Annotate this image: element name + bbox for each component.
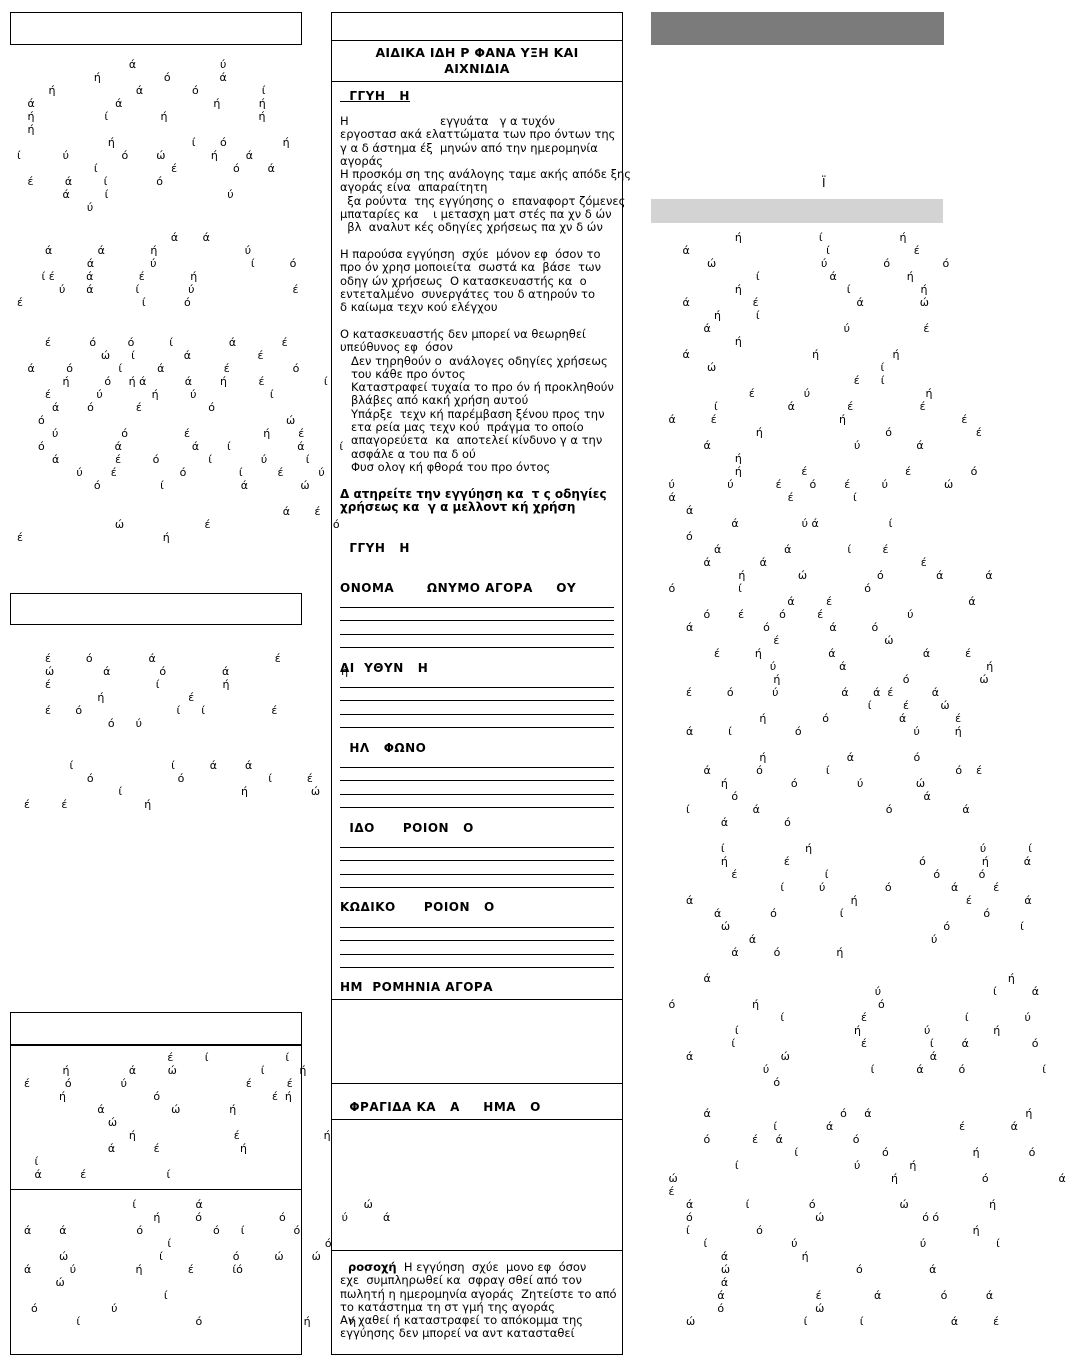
text-line: ετα ρεία μας τεχν κού πράγμα το οποίο	[340, 420, 584, 435]
text-fragment-block	[10, 58, 290, 214]
text-line: Η προσκόμ ση της ανάλογης ταμε ακής απόδε ξης	[340, 167, 632, 182]
text-line: έ ύ ή	[651, 387, 933, 400]
text-line: ά ό	[651, 816, 791, 829]
text-line: ή ό ά έ	[651, 712, 962, 725]
text-line: ξα ρούντα της εγγύησης ο επαναφορτ ζόμενες	[340, 193, 626, 208]
text-line	[10, 492, 343, 505]
address-line[interactable]	[340, 714, 614, 715]
text-line: ή ό ό ύ ά	[10, 1211, 391, 1224]
text-line: του κάθε προ όντος	[340, 366, 466, 381]
text-line	[651, 829, 1046, 842]
text-line: ί ύ ό ώ ή ά	[10, 149, 254, 162]
text-line: αγοράς είνα απαραίτητη	[340, 180, 488, 195]
text-line: βλάβες από κακή χρήση αυτού	[340, 393, 529, 408]
text-fragment-block	[10, 336, 343, 544]
text-line: ώ ί ί ά έ	[651, 1315, 1000, 1328]
text-line: έ ί ό ό	[651, 868, 986, 881]
code-line[interactable]	[340, 967, 614, 968]
text-line: ώ ί ό ώ ώ	[10, 1250, 321, 1263]
text-line: έ	[651, 1185, 675, 1198]
text-line: ά ή ή	[651, 348, 900, 361]
text-line: ί ά ή	[651, 270, 914, 283]
text-line: ή	[651, 335, 742, 348]
text-line: ώ ό ί	[651, 920, 1024, 933]
text-line: ή	[651, 452, 742, 465]
text-line: ά ώ ή	[10, 1103, 237, 1116]
text-line: Ο κατασκευαστής δεν μπορεί να θεωρηθεί	[340, 327, 586, 341]
text-line: ά ύ έ	[651, 322, 930, 335]
stamp-area	[332, 1119, 622, 1249]
text-line: γ α δ άστημα έξ μηνών από την ημερομηνία	[340, 140, 598, 155]
text-line: ά ύ ά	[651, 439, 924, 452]
text-line: ά ά ή ή	[10, 97, 266, 110]
box-header-divider	[11, 1044, 301, 1046]
text-line: ύ ό έ ή έ	[10, 427, 305, 440]
text-line: βλ αναλυτ κές οδηγίες χρήσεως πα χν δ ών	[340, 220, 603, 235]
text-line: Η εγγυάτα γ α τυχόν	[340, 114, 555, 128]
text-fragment-block	[651, 1107, 1066, 1328]
code-line[interactable]	[340, 927, 614, 928]
warranty-text-2	[340, 248, 601, 314]
text-line: μπαταρίες κα ι μετασχη ματ στές πα χν δ ών	[340, 207, 612, 222]
text-line: ί ή ώ	[10, 785, 321, 798]
text-line: ό ώ	[10, 414, 296, 427]
text-line: ή ά ό ί	[10, 84, 266, 97]
text-line: ώ ί	[651, 361, 885, 374]
text-fragment-block	[10, 759, 320, 811]
box-middle-divider	[11, 1189, 301, 1190]
text-line: ί ύ ύ ί	[651, 1237, 1000, 1250]
text-line: Υπάρξε τεχν κή παρέμβαση ξένου προς την	[340, 406, 605, 421]
attention-line: εγγύησης δεν μπορεί να αντ κατασταθεί	[340, 1326, 575, 1341]
text-line: εντεταλμένο συνεργάτες του δ ατηρούν το	[340, 286, 595, 301]
right-mark: Ϊ	[822, 176, 826, 190]
text-line: αγοράς	[340, 153, 384, 168]
text-line: ά ό ί ό έ	[651, 764, 983, 777]
text-line: ά έ ί	[651, 491, 857, 504]
type-line[interactable]	[340, 887, 614, 888]
text-line: ί έ ί ά ό	[651, 1037, 1039, 1050]
text-line: ή ώ ό ά ά	[651, 569, 993, 582]
text-fragment-block	[10, 231, 298, 309]
text-line: ά ά ό ό ί ό	[10, 1224, 301, 1237]
phone-line[interactable]	[340, 807, 614, 808]
text-line: έ ί ό	[10, 296, 191, 309]
text-line: ί	[10, 1155, 39, 1168]
text-line: ό ί ά ώ	[10, 479, 310, 492]
text-line: ί ό	[10, 1237, 332, 1250]
right-header-bar	[651, 12, 944, 45]
text-line: ή	[10, 123, 35, 136]
text-line: ώ ύ ό ό	[651, 257, 950, 270]
text-line: ό ώ	[651, 1302, 825, 1315]
text-line: ί έ ώ	[651, 699, 950, 712]
text-line: ύ ύ έ ό έ ύ ώ	[651, 478, 954, 491]
text-line: ό ή ό	[651, 998, 885, 1011]
text-line: ά ώ ά	[651, 1050, 937, 1063]
attention-line: πωλητή η ημερομηνία αγοράς Ζητείστε το από	[340, 1286, 617, 1301]
card-top-divider	[332, 40, 622, 41]
text-line: ό	[651, 1076, 781, 1089]
text-line: έ ί ή	[10, 678, 230, 691]
text-line: ά έ	[10, 505, 321, 518]
text-line: ή ί ή ή	[10, 110, 266, 123]
text-line: ασφάλε α του πα δ ού	[340, 446, 476, 461]
text-line: ί ό ή ή	[10, 1315, 357, 1328]
name-line[interactable]	[340, 647, 614, 648]
text-line: ύ ί ά ό ί	[651, 1063, 1046, 1076]
text-line: ί ή ύ ή	[651, 1024, 1001, 1037]
text-line: ά ή	[651, 1250, 809, 1263]
text-line: ή ί ή	[651, 283, 928, 296]
text-line: Η παρούσα εγγύηση σχύε μόνον εφ όσον το	[340, 247, 601, 261]
address-line[interactable]	[340, 727, 614, 728]
text-fragment-block	[10, 652, 348, 730]
name-line[interactable]	[340, 634, 614, 635]
attention-line: Αν χαθεί ή καταστραφεί το απόκομμα της	[340, 1313, 584, 1328]
date-box-bottom-divider	[332, 1083, 622, 1084]
stamp-label: ΦΡΑΓΙΔΑ ΚΑ Α ΗΜΑ Ο	[340, 1100, 541, 1114]
left-header-box-1	[10, 12, 302, 45]
text-line: ί ύ ή	[651, 1159, 917, 1172]
text-fragment-block	[651, 231, 1046, 1089]
text-line: ά ά ί έ	[651, 543, 889, 556]
text-line: ύ	[10, 201, 94, 214]
text-line: προ όν χρησ μοποιείτα σωστά κα βάσε των	[340, 260, 602, 275]
type-line[interactable]	[340, 874, 614, 875]
text-line: ό έ ά ό	[651, 1133, 860, 1146]
text-line: ά ί ύ	[10, 188, 234, 201]
text-line: ά ύ	[10, 58, 227, 71]
text-line: ή ί ή	[651, 231, 907, 244]
text-line: έ έ ή	[10, 798, 152, 811]
text-line: έ ό ί ί έ	[10, 704, 278, 717]
text-line: ώ ό ά	[651, 1263, 937, 1276]
text-line: ά ύ ί ό	[10, 257, 297, 270]
text-line: ά ό ά ό	[651, 621, 879, 634]
text-line: υπεύθυνος εφ όσον	[340, 340, 453, 355]
text-line: ί ό ή ό	[651, 1146, 1036, 1159]
text-line: ό ό ί έ	[10, 772, 313, 785]
card-title-divider	[332, 81, 622, 82]
text-line: ύ έ ό ί έ ύ	[10, 466, 325, 479]
text-line: ί ά ό ά	[651, 803, 970, 816]
warranty-text-3	[340, 328, 614, 474]
text-line: ί ά ώ	[10, 1198, 373, 1211]
text-line: ώ	[10, 1276, 65, 1289]
text-line: ί έ ά έ ή	[10, 270, 198, 283]
text-line: ή ί ό ή	[10, 136, 290, 149]
text-line: ό ί ό	[651, 582, 871, 595]
text-line: ώ ά ό ά ή	[10, 665, 349, 678]
text-line: χρήσεως κα γ α μελλοντ κή χρήση	[340, 500, 576, 515]
text-line: ά ό ή	[651, 946, 844, 959]
text-line: ά έ ί	[10, 1168, 171, 1181]
text-line: οδηγ ών χρήσεως Ο κατασκευαστής κα ο	[340, 273, 587, 288]
text-line: έ ή ά ά έ	[651, 647, 972, 660]
name-line[interactable]	[340, 620, 614, 621]
text-line: ά έ ά	[651, 595, 976, 608]
text-line: ώ έ ό	[10, 518, 340, 531]
text-line: ή έ ό ή ά	[651, 855, 1032, 868]
type-line[interactable]	[340, 847, 614, 848]
field-type-label: ΙΔΟ ΡΟΙΟΝ Ο	[340, 821, 474, 835]
text-line: ί ί ά ά	[10, 759, 253, 772]
text-line: έ ό ύ έ έ	[10, 1077, 293, 1090]
text-line: ά ά ή ύ	[10, 244, 252, 257]
attention-note	[340, 1261, 617, 1341]
text-line: ά έ ή έ	[651, 413, 968, 426]
name-line[interactable]	[340, 607, 614, 608]
text-line: ά ό ί ό	[651, 907, 991, 920]
text-line: ά ί ό ύ ή	[651, 725, 962, 738]
text-line: έ ό ύ ά ά έ ά	[651, 686, 940, 699]
text-line: ί	[10, 1289, 168, 1302]
text-line: έ ή	[10, 531, 170, 544]
text-line: ά ί ό ώ ή	[651, 1198, 997, 1211]
warranty-text-1	[340, 115, 631, 235]
text-line: ά ί έ	[651, 244, 920, 257]
text-line: δ καίωμα τεχν κού ελέγχου	[340, 300, 498, 315]
text-line: ό έ ό έ ύ	[651, 608, 914, 621]
text-line: ή ό έ ή	[10, 1090, 292, 1103]
text-fragment-block	[10, 1051, 331, 1181]
field-phone-label: ΗΛ ΦΩΝΟ	[340, 741, 427, 755]
text-line: ώ ί ά έ	[10, 349, 264, 362]
text-line: ί έ ί ύ	[651, 1011, 1031, 1024]
text-line: ή ό ή ά ά ή έ ί	[10, 375, 328, 388]
text-line: ό	[651, 530, 693, 543]
text-line: ά ύ	[651, 933, 938, 946]
address-line[interactable]	[340, 700, 614, 701]
text-line: Καταστραφεί τυχαία το προ όν ή προκληθούν	[340, 380, 614, 395]
address-line[interactable]	[340, 687, 614, 688]
text-line: Φυσ ολογ κή φθορά του προ όντος	[340, 459, 551, 474]
text-line: έ ό ά έ	[10, 652, 281, 665]
text-line: ή ά ώ ί ή	[10, 1064, 307, 1077]
text-line: ή ό ά	[10, 71, 227, 84]
text-line: ά ά	[10, 231, 210, 244]
text-line: ό ά ά ί ά ί	[10, 440, 344, 453]
text-line: ή έ	[10, 691, 195, 704]
text-line: ά ό ί ά έ ό	[10, 362, 300, 375]
field-name-label: ΟΝΟΜΑ ΩΝΥΜΟ ΑΓΟΡΑ ΟΥ	[340, 581, 577, 595]
text-line: ύ ά ή	[651, 660, 994, 673]
text-line: ί ύ ό ά έ	[651, 881, 1000, 894]
phone-line[interactable]	[340, 767, 614, 768]
text-line: ό ύ	[10, 717, 142, 730]
stamp-bottom-divider	[332, 1250, 622, 1251]
text-line: έ ό ό ί ά έ	[10, 336, 288, 349]
text-line: ή ό ύ ώ	[651, 777, 926, 790]
text-line: ή έ έ ό	[651, 465, 978, 478]
text-line: ά ά έ	[651, 556, 927, 569]
text-line: ύ ί ά	[651, 985, 1039, 998]
text-line: ί ή ύ ί	[651, 842, 1032, 855]
text-line: ά ή	[651, 972, 1015, 985]
text-line: ή ό ώ	[651, 673, 989, 686]
right-subheader-bar	[651, 199, 943, 223]
text-line: ά ύ ά ί	[651, 517, 893, 530]
text-line	[651, 738, 1046, 751]
text-line: απαγορεύετα κα αποτελεί κίνδυνο γ α την	[340, 433, 603, 448]
text-line: έ ί	[651, 374, 885, 387]
left-header-box-2	[10, 593, 302, 625]
text-line: Δεν τηρηθούν ο ανάλογες οδηγίες χρήσεως	[340, 353, 608, 368]
type-line[interactable]	[340, 860, 614, 861]
attention-label: ροσοχή	[340, 1260, 397, 1274]
text-line: ά έ ά ό ά	[651, 1289, 994, 1302]
phone-line[interactable]	[340, 780, 614, 781]
text-line: ή ά ό	[651, 751, 921, 764]
text-line: έ ί ί	[10, 1051, 290, 1064]
attention-line: εχε συμπληρωθεί κα σφραγ σθεί από τον	[340, 1273, 582, 1288]
text-line: Δ ατηρείτε την εγγύηση κα τ ς οδηγίες	[340, 487, 607, 501]
text-line: ί ά έ ά	[651, 1120, 1018, 1133]
text-line: ά ύ ή έ ίό	[10, 1263, 243, 1276]
text-line: έ ύ ή ύ ί	[10, 388, 274, 401]
text-line: ά	[651, 1276, 729, 1289]
text-line: ύ ά ί ύ έ	[10, 283, 299, 296]
text-line: ώ	[10, 1116, 118, 1129]
attention-first-line: Η εγγύηση σχύε μονο εφ όσον	[396, 1260, 587, 1274]
text-line: ή έ ή	[10, 1129, 331, 1142]
field-address-label: ΔΙ ΥΘΥΝ Η	[340, 661, 429, 675]
text-line: ά ό ά ή	[651, 1107, 1033, 1120]
text-line: ά έ ά ώ	[651, 296, 929, 309]
field-code-label: ΚΩΔΙΚΟ ΡΟΙΟΝ Ο	[340, 900, 495, 914]
text-line: ί έ ό ά	[10, 162, 275, 175]
attention-line: το κατάστημα τη στ γμή της αγοράς	[340, 1299, 556, 1314]
text-line: ή ί	[651, 309, 760, 322]
text-line: ά ή έ ά	[651, 894, 1032, 907]
warranty-heading: ΓΓΥΗ Η	[340, 89, 410, 103]
text-line: εργοστασ ακά ελαττώματα των προ όντων της	[340, 127, 616, 142]
text-line: ό ά	[651, 790, 931, 803]
text-line: ά ό έ ό	[10, 401, 215, 414]
date-field[interactable]	[332, 1000, 622, 1082]
text-line: ά έ ό ί ύ ί	[10, 453, 310, 466]
text-line: έ ά ί ό	[10, 175, 164, 188]
text-line: ό ύ	[10, 1302, 118, 1315]
text-line: ή ό έ	[651, 426, 982, 439]
text-line: ά έ ή	[10, 1142, 247, 1155]
code-line[interactable]	[340, 954, 614, 955]
field-date-label: ΗΜ ΡΟΜΗΝΙΑ ΑΓΟΡΑ	[340, 980, 494, 994]
card-title: ΑΙΔΙΚΑ ΙΔΗ Ρ ΦΑΝΑ ΥΞΗ ΚΑΙ ΑΙΧΝΙΔΙΑ	[375, 45, 579, 76]
card-heading: ΓΓΥΗ Η	[340, 541, 410, 555]
text-line: ί ά έ έ	[651, 400, 926, 413]
keep-note	[340, 488, 607, 515]
text-line: ί ό ή	[651, 1224, 980, 1237]
text-line: ό ώ ό ό	[651, 1211, 940, 1224]
code-line[interactable]	[340, 940, 614, 941]
phone-line[interactable]	[340, 794, 614, 795]
text-line	[651, 959, 1046, 972]
text-line: έ ώ	[651, 634, 894, 647]
text-line: ά	[651, 504, 694, 517]
text-line: ώ ή ό ά	[651, 1172, 1066, 1185]
